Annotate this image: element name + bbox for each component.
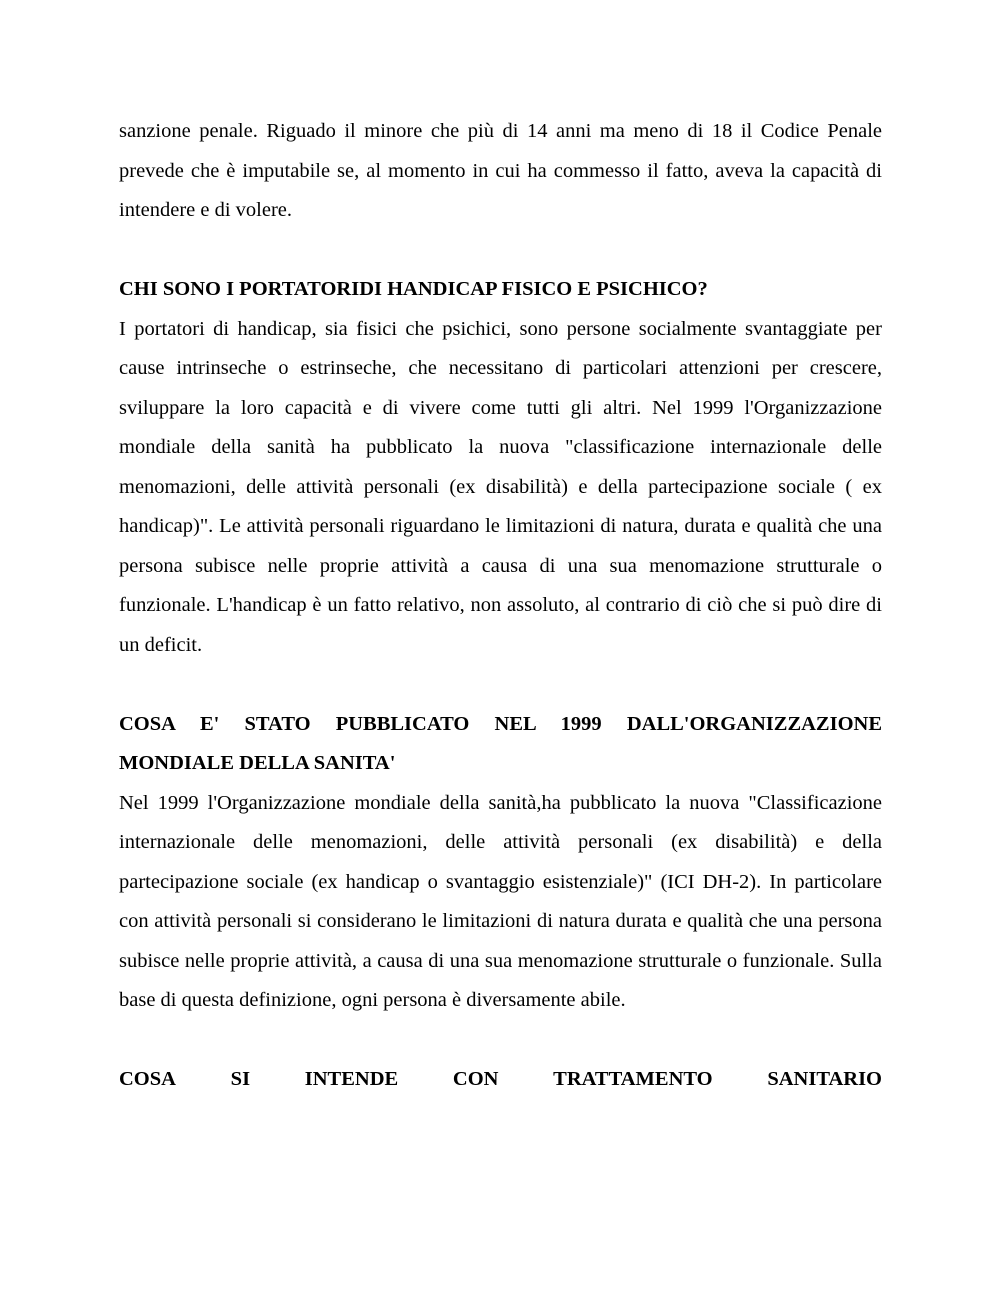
heading-word: COSA [119,1068,176,1090]
paragraph-spacer [119,1021,882,1061]
section-heading-oms-1999: COSA E' STATO PUBBLICATO NEL 1999 DALL'ORGANIZZAZIONE MONDIALE DELLA SANITA' [119,712,882,774]
heading-word: TRATTAMENTO [553,1068,713,1090]
paragraph-spacer [119,665,882,705]
heading-word: SI [230,1068,251,1090]
heading-word: INTENDE [304,1068,399,1090]
heading-word: SANITARIO [767,1068,882,1090]
section-body-handicap: I portatori di handicap, sia fisici che psichici, sono persone socialmente svantaggiate per cause intrinseche o estrinseche, che necessitano di particolari attenzioni per crescere, sviluppare la loro capacità e di vivere come tutti gli altri. Nel 1999 l'Organizzazione mondiale della sanità ha pubblicato la nuova "classificazione internazionale delle menomazioni, delle attività personali (ex disabilità) e della partecipazione sociale ( ex handicap)". Le attività personali riguardano le limitazioni di natura, durata e qualità che una persona subisce nelle proprie attività a causa di una sua menomazione strutturale o funzionale. L'handicap è un fatto relativo, non assoluto, al contrario di ciò che si può dire di un deficit. [119,317,882,656]
document-page [119,112,882,1100]
paragraph-spacer [119,231,882,271]
section-heading-handicap: CHI SONO I PORTATORIDI HANDICAP FISICO E PSICHICO? [119,278,708,300]
intro-paragraph: sanzione penale. Riguado il minore che più di 14 anni ma meno di 18 il Codice Penale prevede che è imputabile se, al momento in cui ha commesso il fatto, aveva la capacità di intendere e di volere. [119,120,882,221]
section-body-oms-1999: Nel 1999 l'Organizzazione mondiale della sanità,ha pubblicato la nuova "Classificazione internazionale delle menomazioni, delle attività personali (ex disabilità) e della partecipazione sociale (ex handicap o svantaggio esistenziale)" (ICI DH-2). In particolare con attività personali si considerano le limitazioni di natura durata e qualità che una persona subisce nelle proprie attività, a causa di una sua menomazione strutturale o funzionale. Sulla base di questa definizione, ogni persona è diversamente abile. [119,791,882,1011]
heading-word: CON [452,1068,499,1090]
section-heading-trattamento-sanitario [119,1060,882,1100]
